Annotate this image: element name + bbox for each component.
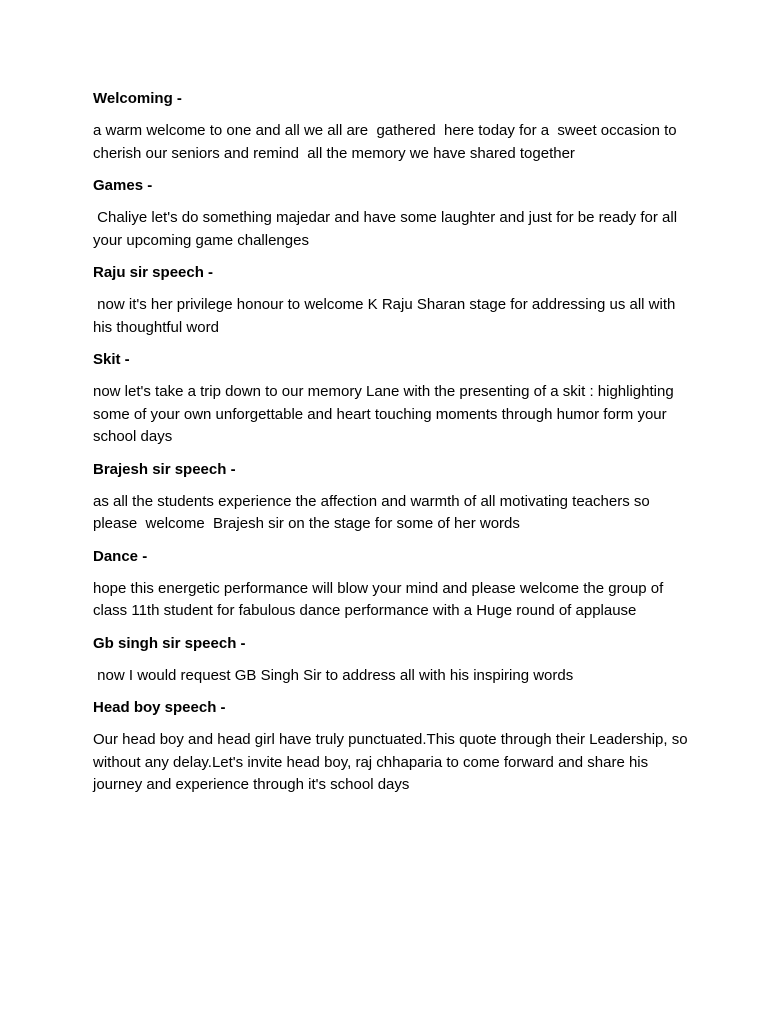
section-raju-sir-speech <box>93 262 693 339</box>
section-heading: Skit - <box>93 351 130 368</box>
section-text: Chaliye let's do something majedar and have some laughter and just for be ready for all your upcoming game challenges <box>93 209 682 249</box>
section-text: Our head boy and head girl have truly punctuated.This quote through their Leadership, so without any delay.Let's invite head boy, raj chhaparia to come forward and share his journey and experience through it's school days <box>93 731 692 793</box>
section-text: a warm welcome to one and all we all are gathered here today for a sweet occasion to cherish our seniors and remind all the memory we have shared together <box>93 122 681 162</box>
section-heading: Welcoming - <box>93 90 182 107</box>
section-heading: Dance - <box>93 547 148 565</box>
section-games <box>93 175 693 252</box>
section-head-boy-speech <box>93 697 693 797</box>
section-text: as all the students experience the affection and warmth of all motivating teachers so please welcome Brajesh sir on the stage for some of her words <box>93 492 654 532</box>
section-heading: Games - <box>93 177 153 194</box>
section-heading: Brajesh sir speech - <box>93 460 236 478</box>
section-welcoming <box>93 88 693 165</box>
section-dance <box>93 546 693 623</box>
section-text: hope this energetic performance will blow your mind and please welcome the group of class 11th student for fabulous dance performance with a Huge round of applause <box>93 579 668 619</box>
section-heading: Raju sir speech - <box>93 264 214 281</box>
section-brajesh-sir-speech <box>93 459 693 536</box>
document-content <box>93 88 693 807</box>
section-heading: Head boy speech - <box>93 699 226 716</box>
section-heading: Gb singh sir speech - <box>93 634 246 652</box>
section-text: now let's take a trip down to our memory Lane with the presenting of a skit : highlighting some of your own unforgettable and heart touching moments through humor form your school days <box>93 383 678 445</box>
section-gb-singh-sir-speech <box>93 633 693 688</box>
section-text: now I would request GB Singh Sir to address all with his inspiring words <box>93 666 574 684</box>
section-skit <box>93 349 693 449</box>
section-text: now it's her privilege honour to welcome K Raju Sharan stage for addressing us all with his thoughtful word <box>93 296 680 336</box>
